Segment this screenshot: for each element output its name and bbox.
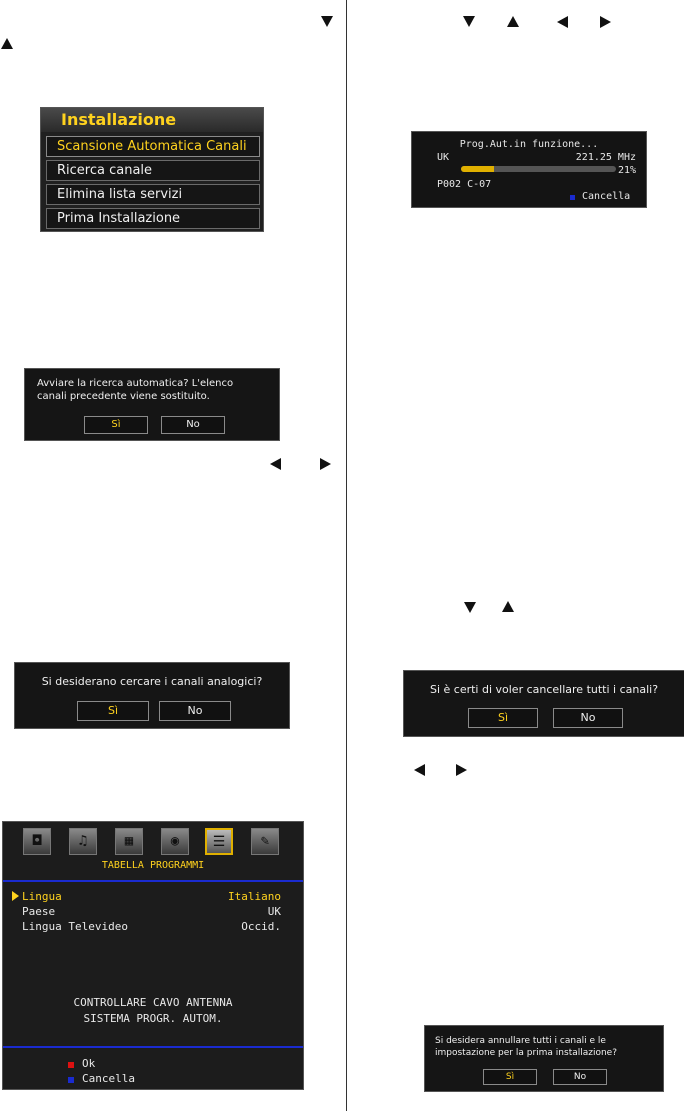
menu-title: TABELLA PROGRAMMI <box>101 860 205 871</box>
down-arrow-icon <box>464 602 476 613</box>
camera-icon[interactable]: ◘ <box>23 828 51 855</box>
no-button[interactable]: No <box>159 701 231 721</box>
red-key-icon <box>68 1062 74 1068</box>
auto-search-dialog <box>24 368 280 441</box>
satellite-icon[interactable]: ✎ <box>251 828 279 855</box>
left-arrow-icon <box>270 458 281 470</box>
row-value-language[interactable]: Italiano <box>228 890 281 903</box>
down-arrow-icon <box>463 16 475 27</box>
delete-all-dialog <box>403 670 684 737</box>
blue-key-icon <box>570 195 575 200</box>
first-install-dialog <box>424 1025 664 1092</box>
left-arrow-icon <box>414 764 425 776</box>
row-value-teletext-language[interactable]: Occid. <box>241 920 281 933</box>
up-arrow-icon <box>502 601 514 612</box>
music-icon[interactable]: ♫ <box>69 828 97 855</box>
progress-title: Prog.Aut.in funzione... <box>459 139 599 150</box>
percent-label: 21% <box>617 165 636 176</box>
menu-item-delete-services[interactable]: Elimina lista servizi <box>46 184 260 205</box>
yes-button[interactable]: Sì <box>84 416 148 434</box>
no-button[interactable]: No <box>553 1069 607 1085</box>
row-label-teletext-language[interactable]: Lingua Televideo <box>22 920 128 933</box>
up-arrow-icon <box>507 16 519 27</box>
menu-item-channel-search[interactable]: Ricerca canale <box>46 160 260 181</box>
channel-label: P002 C-07 <box>437 179 492 190</box>
right-arrow-icon <box>600 16 611 28</box>
installation-menu <box>40 107 264 232</box>
ok-label: Ok <box>82 1057 96 1070</box>
notice-line2: SISTEMA PROGR. AUTOM. <box>83 1012 223 1025</box>
auto-program-progress <box>411 131 647 208</box>
dialog-message-line2: canali precedente viene sostituito. <box>37 391 210 402</box>
dialog-message: Si è certi di voler cancellare tutti i canali? <box>429 683 659 696</box>
dialog-message: Si desiderano cercare i canali analogici? <box>41 675 263 688</box>
progress-bar <box>461 166 616 172</box>
menu-item-first-install[interactable]: Prima Installazione <box>46 208 260 229</box>
dialog-message-line1: Si desidera annullare tutti i canali e le <box>435 1036 606 1046</box>
yes-button[interactable]: Sì <box>483 1069 537 1085</box>
analog-search-dialog <box>14 662 290 729</box>
top-separator <box>3 880 303 882</box>
cancel-label: Cancella <box>582 191 631 202</box>
progress-bar-fill <box>461 166 494 172</box>
list-icon[interactable]: ☰ <box>205 828 233 855</box>
right-arrow-icon <box>320 458 331 470</box>
frequency-label: 221.25 MHz <box>575 152 636 163</box>
disc-icon[interactable]: ◉ <box>161 828 189 855</box>
row-value-country[interactable]: UK <box>267 905 281 918</box>
blue-key-icon <box>68 1077 74 1083</box>
no-button[interactable]: No <box>161 416 225 434</box>
yes-button[interactable]: Sì <box>468 708 538 728</box>
right-arrow-icon <box>456 764 467 776</box>
column-divider <box>346 0 347 1111</box>
menu-title: Installazione <box>41 108 263 132</box>
up-arrow-icon <box>1 38 13 49</box>
yes-button[interactable]: Sì <box>77 701 149 721</box>
no-button[interactable]: No <box>553 708 623 728</box>
picture-icon[interactable]: ▦ <box>115 828 143 855</box>
selected-arrow-icon <box>12 891 19 901</box>
country-label: UK <box>437 152 450 163</box>
dialog-message-line1: Avviare la ricerca automatica? L'elenco <box>37 378 234 389</box>
row-label-language[interactable]: Lingua <box>22 890 62 903</box>
cancel-label: Cancella <box>82 1072 135 1085</box>
dialog-message-line2: impostazione per la prima installazione? <box>435 1048 617 1058</box>
program-table-menu <box>2 821 304 1090</box>
bottom-separator <box>3 1046 303 1048</box>
row-label-country[interactable]: Paese <box>22 905 56 918</box>
left-arrow-icon <box>557 16 568 28</box>
down-arrow-icon <box>321 16 333 27</box>
menu-item-auto-scan[interactable]: Scansione Automatica Canali <box>46 136 260 157</box>
notice-line1: CONTROLLARE CAVO ANTENNA <box>73 996 233 1009</box>
